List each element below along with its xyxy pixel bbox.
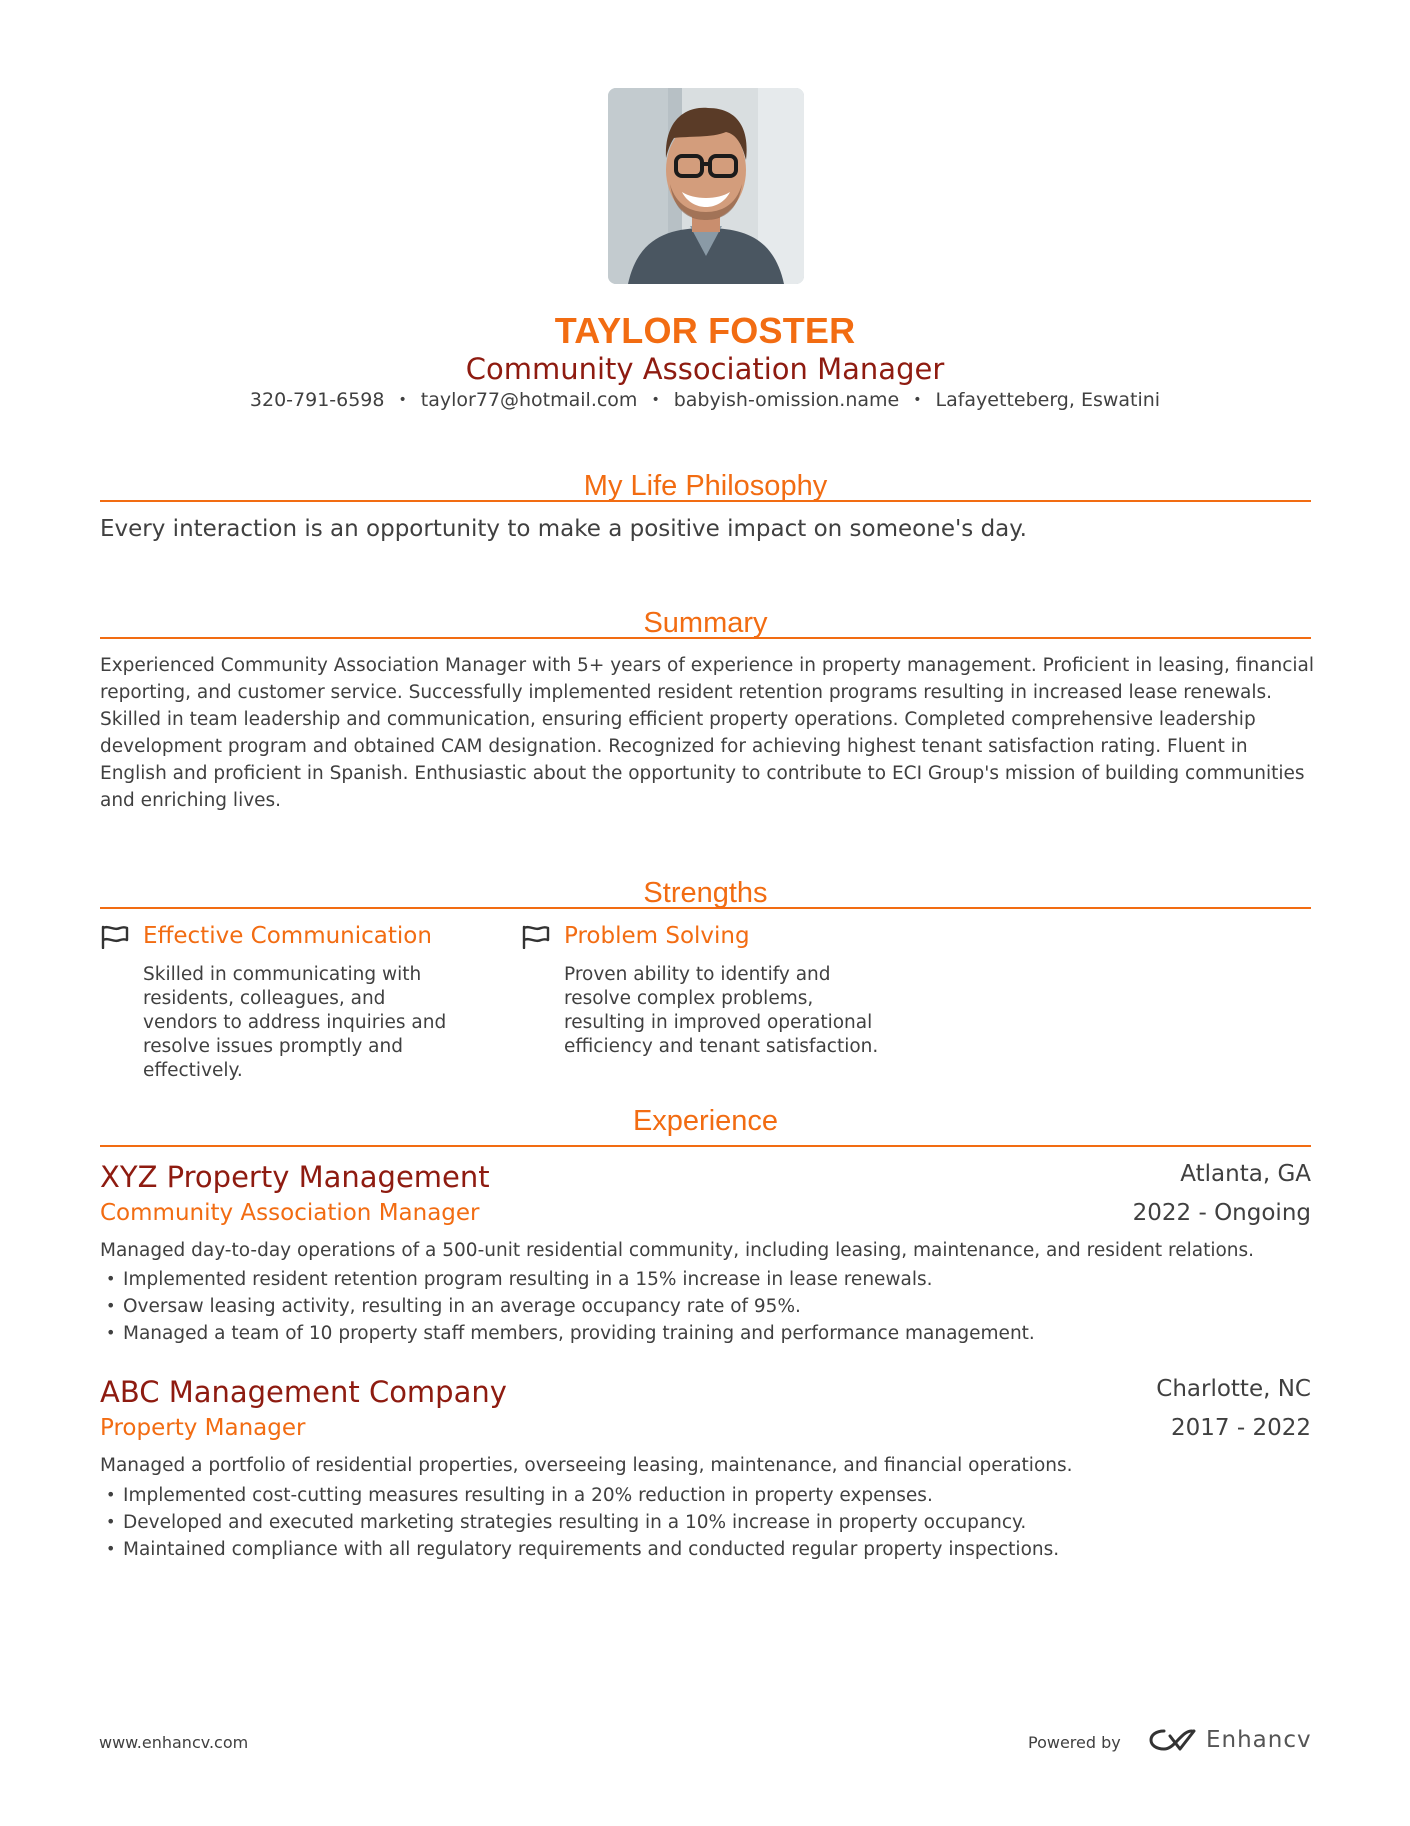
job-achievements xyxy=(106,1266,1306,1347)
contact-separator: • xyxy=(651,392,660,408)
phone-number: 320-791-6598 xyxy=(249,389,385,411)
candidate-name: TAYLOR FOSTER xyxy=(554,310,856,351)
flag-icon xyxy=(100,925,130,949)
job-dates: 2017 - 2022 xyxy=(1171,1415,1311,1441)
job-achievements xyxy=(106,1482,1306,1563)
strengths-heading: Strengths xyxy=(643,877,768,909)
profile-photo xyxy=(608,88,804,284)
job-location: Atlanta, GA xyxy=(1180,1161,1311,1187)
job-role: Community Association Manager xyxy=(100,1200,480,1226)
list-item: • Developed and executed marketing strategies resulting in a 10% increase in property occupancy. xyxy=(106,1509,1306,1536)
summary-text: Experienced Community Association Manager with 5+ years of experience in property management. Proficient in leasing, financial reporting, and customer service. Successfully implemented resident retention programs resulting in increased lease renewals. Skilled in team leadership and communication, ensuring efficient property operations. Completed comprehensive leadership development program and obtained CAM designation. Recognized for achieving highest tenant satisfaction rating. Fluent in English and proficient in Spanish. Enthusiastic about the opportunity to contribute to ECI Group's mission of building communities and enriching lives. xyxy=(100,655,1315,811)
email-address: taylor77@hotmail.com xyxy=(420,389,638,411)
job-location: Charlotte, NC xyxy=(1156,1376,1311,1402)
strength-title: Problem Solving xyxy=(564,923,750,949)
job-role: Property Manager xyxy=(100,1415,306,1441)
philosophy-heading: My Life Philosophy xyxy=(583,470,828,502)
company-name: ABC Management Company xyxy=(100,1375,507,1409)
brand-logo[interactable] xyxy=(1148,1722,1312,1758)
list-item: • Maintained compliance with all regulatory requirements and conducted regular property inspections. xyxy=(106,1536,1306,1563)
summary-heading: Summary xyxy=(643,607,768,639)
enhancv-logo-icon xyxy=(1148,1725,1198,1755)
location-text: Lafayetteberg, Eswatini xyxy=(935,389,1161,411)
section-divider xyxy=(100,907,1311,909)
job-description: Managed a portfolio of residential properties, overseeing leasing, maintenance, and financial operations. xyxy=(100,1455,1073,1476)
contact-separator: • xyxy=(398,392,407,408)
flag-icon xyxy=(521,925,551,949)
list-item: • Implemented resident retention program resulting in a 15% increase in lease renewals. xyxy=(106,1266,1306,1293)
candidate-title: Community Association Manager xyxy=(465,352,945,386)
footer-website-link[interactable]: www.enhancv.com xyxy=(99,1733,249,1752)
brand-name: Enhancv xyxy=(1206,1727,1312,1753)
list-item: • Oversaw leasing activity, resulting in an average occupancy rate of 95%. xyxy=(106,1293,1306,1320)
section-divider xyxy=(100,1145,1311,1147)
philosophy-text: Every interaction is an opportunity to make a positive impact on someone's day. xyxy=(100,516,1027,542)
experience-heading: Experience xyxy=(632,1105,779,1137)
section-divider xyxy=(100,500,1311,502)
powered-by-label: Powered by xyxy=(1028,1733,1121,1752)
job-dates: 2022 - Ongoing xyxy=(1132,1200,1311,1226)
website-link: babyish-omission.name xyxy=(673,389,900,411)
list-item: • Implemented cost-cutting measures resulting in a 20% reduction in property expenses. xyxy=(106,1482,1306,1509)
company-name: XYZ Property Management xyxy=(100,1160,490,1194)
job-description: Managed day-to-day operations of a 500-unit residential community, including leasing, maintenance, and resident relations. xyxy=(100,1240,1255,1261)
portrait-image xyxy=(608,88,804,284)
strength-description: Proven ability to identify and resolve complex problems, resulting in improved operational efficiency and tenant satisfaction. xyxy=(564,964,879,1057)
strength-title: Effective Communication xyxy=(143,923,432,949)
contact-separator: • xyxy=(913,392,922,408)
list-item: • Managed a team of 10 property staff members, providing training and performance management. xyxy=(106,1320,1306,1347)
contact-info xyxy=(0,389,1410,411)
strength-description: Skilled in communicating with residents, colleagues, and vendors to address inquiries and resolve issues promptly and effectively. xyxy=(143,964,447,1081)
section-divider xyxy=(100,637,1311,639)
